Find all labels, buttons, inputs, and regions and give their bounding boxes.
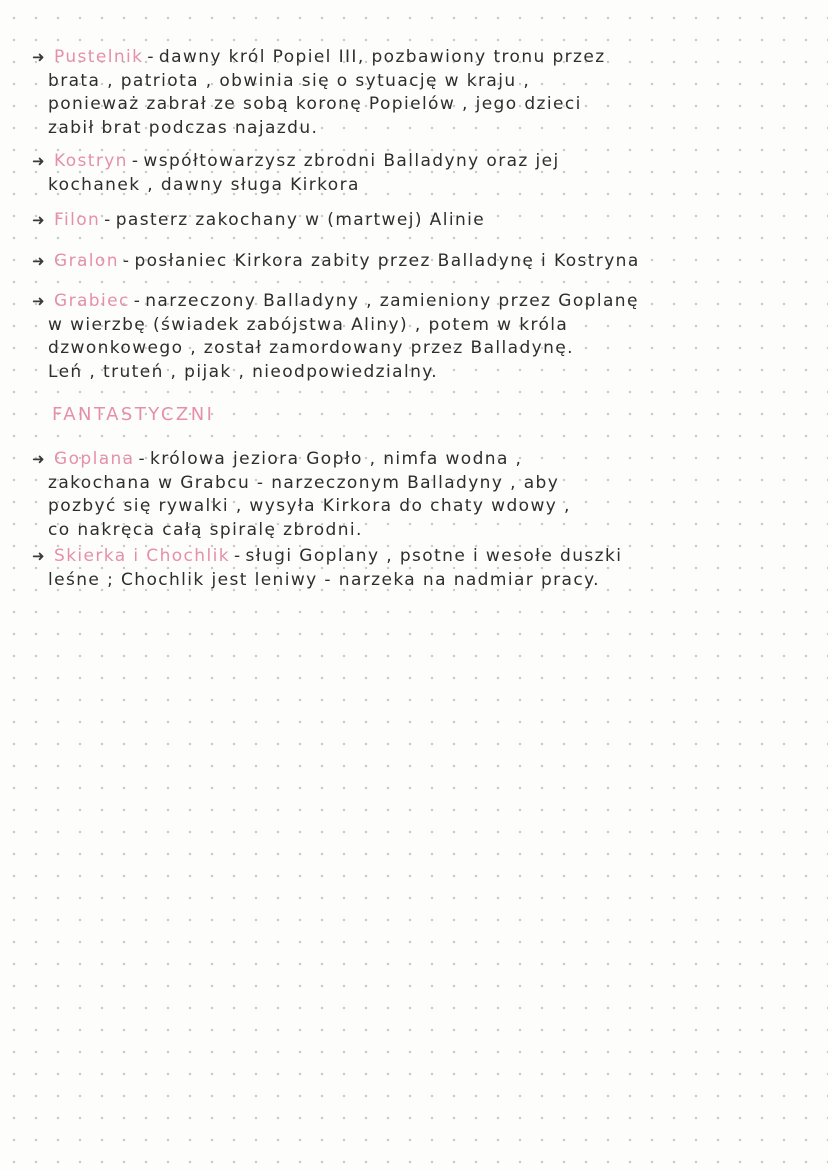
character-entry-kostryn: ➜ Kostryn - współtowarzysz zbrodni Balladyny oraz jej kochanek , dawny sługa Kirkora [32, 150, 772, 197]
description-line: zabił brat podczas najazdu. [48, 117, 319, 138]
character-entry-filon: ➜ Filon - pasterz zakochany w (martwej) Alinie [32, 209, 772, 233]
character-name: Skierka i Chochlik [54, 546, 230, 566]
description-line: pozbyć się rywalki , wysyła Kirkora do chaty wdowy , [48, 496, 571, 516]
arrow-icon: ➜ [32, 292, 45, 310]
arrow-icon: ➜ [32, 211, 45, 229]
arrow-icon: ➜ [32, 48, 45, 66]
arrow-icon: ➜ [32, 547, 45, 565]
character-entry-pustelnik: ➜ Pustelnik - dawny król Popiel III, pozbawiony tronu przez brata , patriota , obwinia się o sytuację w kraju , ponieważ zabrał ze sobą koronę Popielów , jego dzieci zabił brat podczas najazdu. [32, 46, 772, 140]
description-line: w wierzbę (świadek zabójstwa Aliny) , potem w króla [48, 314, 569, 335]
character-description: narzeczony Balladyny , zamieniony przez Goplanę [145, 291, 639, 311]
character-name: Gralon [54, 251, 119, 271]
section-title: FANTASTYCZNI [52, 404, 215, 425]
description-line: ponieważ zabrał ze sobą koronę Popielów , jego dzieci [48, 94, 582, 114]
character-description: sługi Goplany , psotne i wesołe duszki [245, 546, 623, 566]
character-name: Pustelnik [54, 47, 144, 67]
character-name: Goplana [54, 449, 135, 469]
arrow-icon: ➜ [32, 152, 45, 170]
description-line: Leń , truteń , pijak , nieodpowiedzialny. [48, 361, 439, 382]
arrow-icon: ➜ [32, 252, 45, 270]
description-line: co nakręca całą spiralę zbrodni. [48, 519, 363, 540]
description-line: brata , patriota , obwinia się o sytuację w kraju , [48, 70, 531, 91]
character-description: posłaniec Kirkora zabity przez Balladynę i Kostryna [134, 251, 640, 271]
character-entry-skierka-chochlik: ➜ Skierka i Chochlik - sługi Goplany , psotne i wesołe duszki leśne ; Chochlik jest leniwy - narzeka na nadmiar pracy. [32, 545, 772, 592]
description-line: leśne ; Chochlik jest leniwy - narzeka na nadmiar pracy. [48, 569, 600, 590]
character-entry-goplana: ➜ Goplana - królowa jeziora Gopło , nimfa wodna , zakochana w Grabcu - narzeczonym Balladyny , aby pozbyć się rywalki , wysyła Kirkora do chaty wdowy , co nakręca całą spiralę zbrodni. [32, 448, 772, 542]
character-entry-gralon: ➜ Gralon - posłaniec Kirkora zabity przez Balladynę i Kostryna [32, 250, 772, 274]
description-line: dzwonkowego , został zamordowany przez Balladynę. [48, 338, 574, 358]
character-entry-grabiec: ➜ Grabiec - narzeczony Balladyny , zamieniony przez Goplanę w wierzbę (świadek zabójstwa Aliny) , potem w króla dzwonkowego , został zamordowany przez Balladynę. Leń , truteń , pijak , nieodpowiedzialny. [32, 290, 772, 384]
character-description: dawny król Popiel III, pozbawiony tronu przez [158, 47, 606, 67]
character-name: Kostryn [54, 151, 128, 171]
description-line: kochanek , dawny sługa Kirkora [48, 174, 360, 195]
character-name: Grabiec [54, 291, 130, 311]
character-description: współtowarzysz zbrodni Balladyny oraz jej [143, 151, 560, 171]
character-description: pasterz zakochany w (martwej) Alinie [115, 210, 486, 230]
character-description: królowa jeziora Gopło , nimfa wodna , [150, 449, 523, 469]
character-name: Filon [54, 210, 101, 230]
description-line: zakochana w Grabcu - narzeczonym Balladyny , aby [48, 472, 560, 493]
arrow-icon: ➜ [32, 450, 45, 468]
